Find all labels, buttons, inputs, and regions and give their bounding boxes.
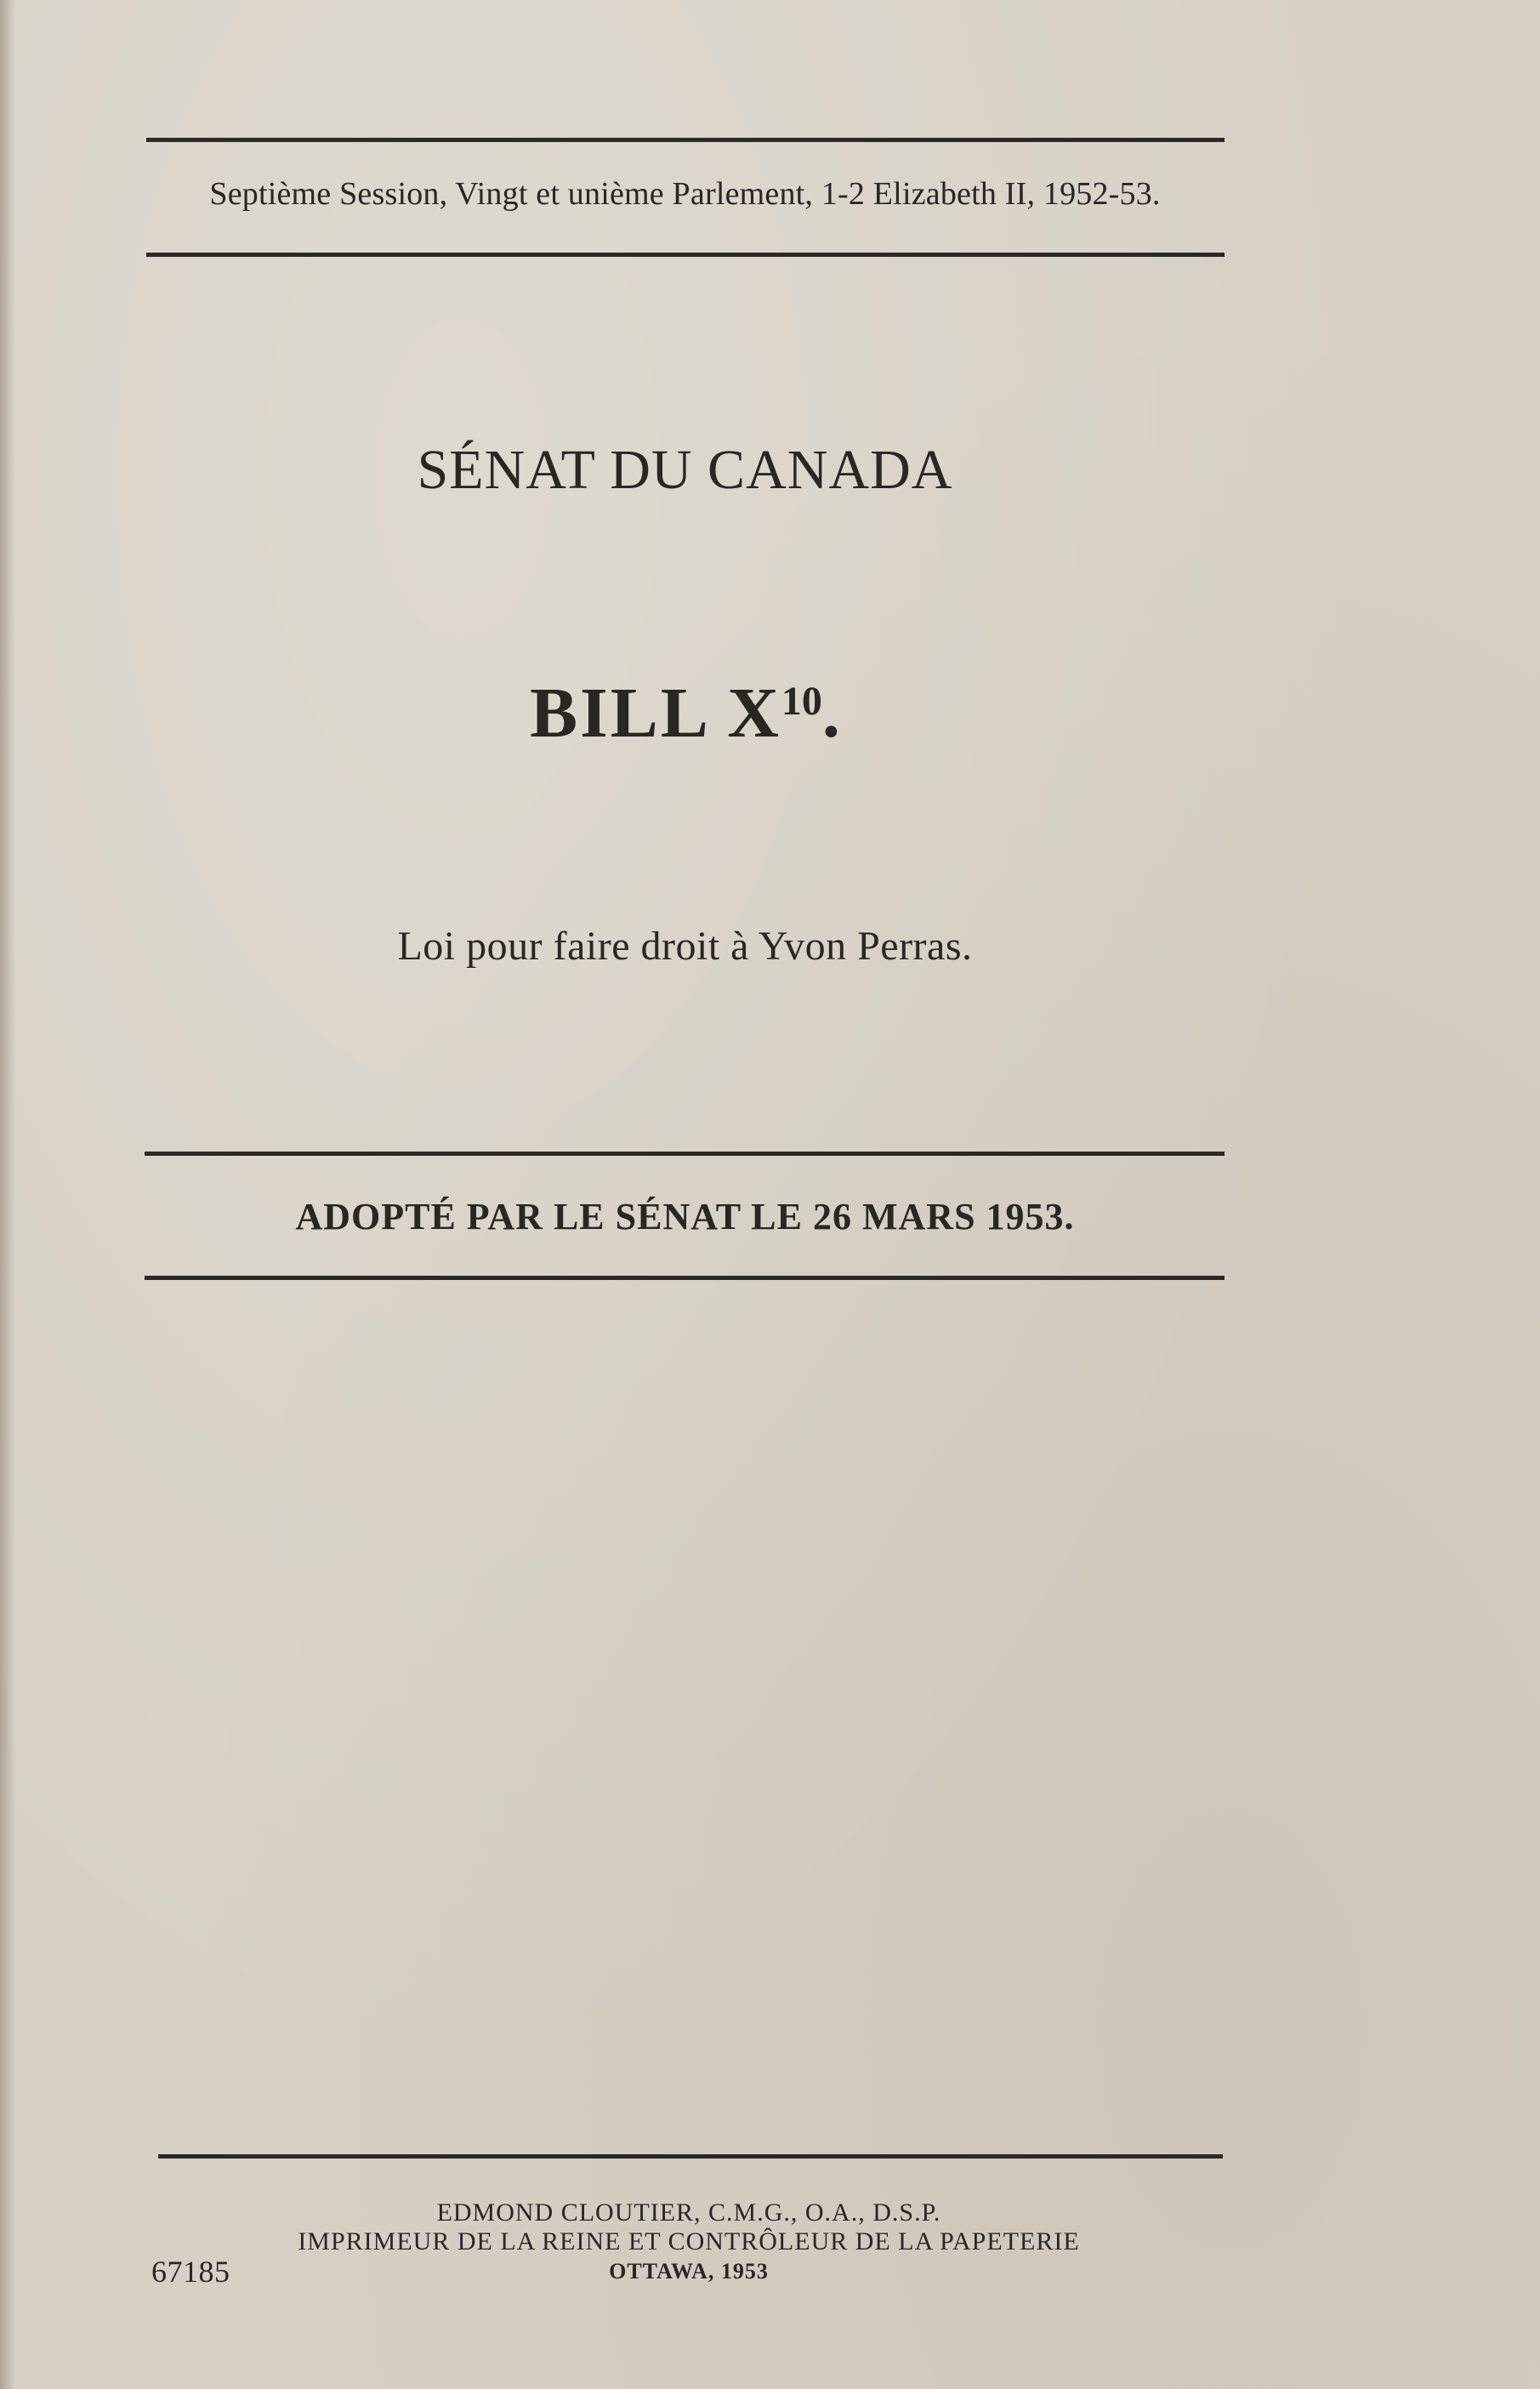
printer-name: EDMOND CLOUTIER, C.M.G., O.A., D.S.P.: [436, 2198, 941, 2227]
printer-title: IMPRIMEUR DE LA REINE ET CONTRÔLEUR DE LA PAPETERIE: [298, 2227, 1080, 2255]
printer-place-year: OTTAWA, 1953: [609, 2259, 769, 2284]
document-number: 67185: [151, 2255, 230, 2289]
bill-number-suffix: .: [821, 674, 840, 753]
bill-number-superscript: 10: [781, 679, 822, 724]
middle-rule-upper: [145, 1152, 1225, 1156]
bill-number-prefix: BILL X: [530, 674, 781, 753]
middle-rule-lower: [145, 1276, 1225, 1280]
top-rule-lower: [146, 253, 1225, 257]
bill-description: Loi pour faire droit à Yvon Perras.: [397, 924, 973, 969]
session-header: Septième Session, Vingt et unième Parlement, 1-2 Elizabeth II, 1952-53.: [209, 176, 1161, 212]
senate-title: SÉNAT DU CANADA: [417, 439, 953, 501]
bill-number: [0, 672, 1370, 754]
footer-rule: [158, 2154, 1223, 2159]
top-rule-upper: [146, 138, 1225, 142]
adoption-statement: ADOPTÉ PAR LE SÉNAT LE 26 MARS 1953.: [295, 1196, 1075, 1237]
